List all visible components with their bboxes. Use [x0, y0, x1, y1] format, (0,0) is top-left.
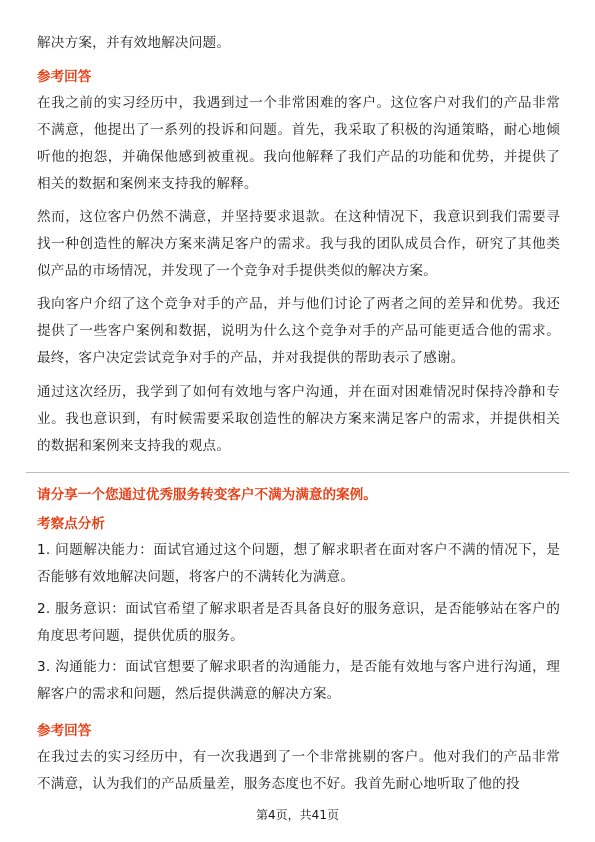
answer-paragraph: 在我过去的实习经历中，有一次我遇到了一个非常挑剔的客户。他对我们的产品非常不满意，认为我们的产品质量差，服务态度也不好。我首先耐心地听取了他的投	[37, 749, 560, 792]
answer-paragraph: 通过这次经历，我学到了如何有效地与客户沟通，并在面对困难情况时保持冷静和专业。我也意识到，有时候需要采取创造性的解决方案来满足客户的需求，并提供相关的数据和案例来支持我的观点。	[37, 384, 560, 454]
answer-heading: 参考回答	[37, 723, 92, 739]
analysis-point: 1. 问题解决能力：面试官通过这个问题，想了解求职者在面对客户不满的情况下，是否能够有效地解决问题，将客户的不满转化为满意。	[37, 542, 560, 585]
analysis-point: 3. 沟通能力：面试官想要了解求职者的沟通能力，是否能有效地与客户进行沟通，理解客户的需求和问题，然后提供满意的解决方案。	[37, 659, 560, 702]
question-heading: 请分享一个您通过优秀服务转变客户不满为满意的案例。	[37, 487, 377, 503]
answer-paragraph: 我向客户介绍了这个竞争对手的产品，并与他们讨论了两者之间的差异和优势。我还提供了一些客户案例和数据，说明为什么这个竞争对手的产品可能更适合他的需求。最终，客户决定尝试竞争对手的产品，并对我提供的帮助表示了感谢。	[37, 296, 560, 366]
section-divider	[26, 472, 569, 473]
analysis-point: 2. 服务意识：面试官希望了解求职者是否具备良好的服务意识，是否能够站在客户的角度思考问题，提供优质的服务。	[37, 601, 560, 644]
page-number: 第4页，共41页	[256, 808, 339, 822]
answer-paragraph: 在我之前的实习经历中，我遇到过一个非常困难的客户。这位客户对我们的产品非常不满意，他提出了一系列的投诉和问题。首先，我采取了积极的沟通策略，耐心地倾听他的抱怨，并确保他感到被重视。我向他解释了我们产品的功能和优势，并提供了相关的数据和案例来支持我的解释。	[37, 95, 560, 192]
answer-paragraph: 然而，这位客户仍然不满意，并坚持要求退款。在这种情况下，我意识到我们需要寻找一种创造性的解决方案来满足客户的需求。我与我的团队成员合作，研究了其他类似产品的市场情况，并发现了一个竞争对手提供类似的解决方案。	[37, 209, 560, 279]
continued-text-line: 解决方案，并有效地解决问题。	[37, 35, 231, 51]
answer-heading: 参考回答	[37, 69, 92, 85]
analysis-heading: 考察点分析	[37, 516, 105, 532]
